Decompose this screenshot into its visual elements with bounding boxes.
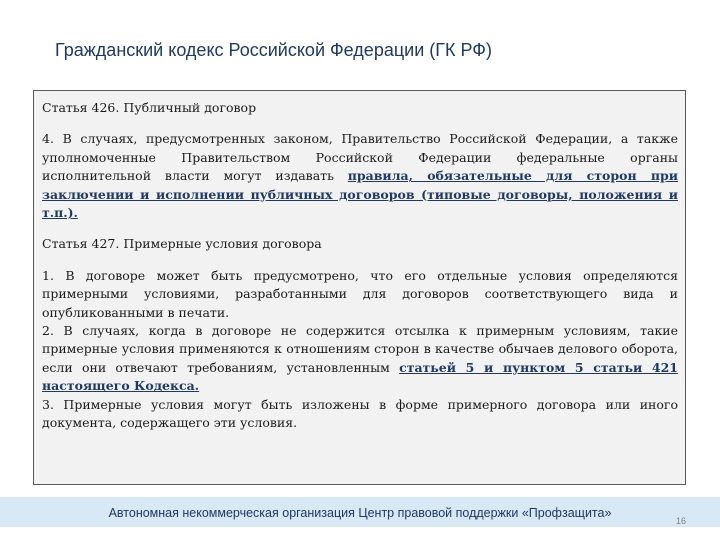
article-427-heading: Статья 427. Примерные условия договора [42, 236, 322, 252]
article-427-paragraph-2 [42, 322, 678, 396]
article-427-paragraph-1: 1. В договоре может быть предусмотрено, что его отдельные условия определяются примерными условиями, разработанными для договоров соответствующего вида и опубликованными в печати. [42, 267, 678, 320]
page-number: 16 [676, 516, 687, 526]
article-427-paragraph-3: 3. Примерные условия могут быть изложены в форме примерного договора или иного документа, содержащего эти условия. [42, 396, 678, 431]
article-426-p4-text: 4. В случаях, предусмотренных законом, Правительство Российской Федерации, а также уполномоченные Правительством Российской Федерации федеральные органы исполнительной власти могут издавать [42, 131, 678, 184]
article-426-heading: Статья 426. Публичный договор [42, 100, 257, 115]
content-box [33, 90, 686, 485]
article-426-paragraph-4 [42, 130, 678, 222]
article-427-p2-highlight: статьей 5 и пунктом 5 статьи 421 настоящего Кодекса. [42, 359, 678, 394]
slide-title: Гражданский кодекс Российской Федерации (ГК РФ) [55, 40, 492, 60]
article-427-p2-text: 2. В случаях, когда в договоре не содержится отсылка к примерным условиям, такие примерные условия применяются к отношениям сторон в качестве обычаев делового оборота, если они отвечают требованиям, установленным [42, 323, 678, 375]
article-426-p4-highlight: правила, обязательные для сторон при заключении и исполнении публичных договоров (типовые договоры, положения и т.п.). [42, 168, 678, 221]
footer-text: Автономная некоммерческая организация Центр правовой поддержки «Профзащита» [108, 506, 612, 520]
